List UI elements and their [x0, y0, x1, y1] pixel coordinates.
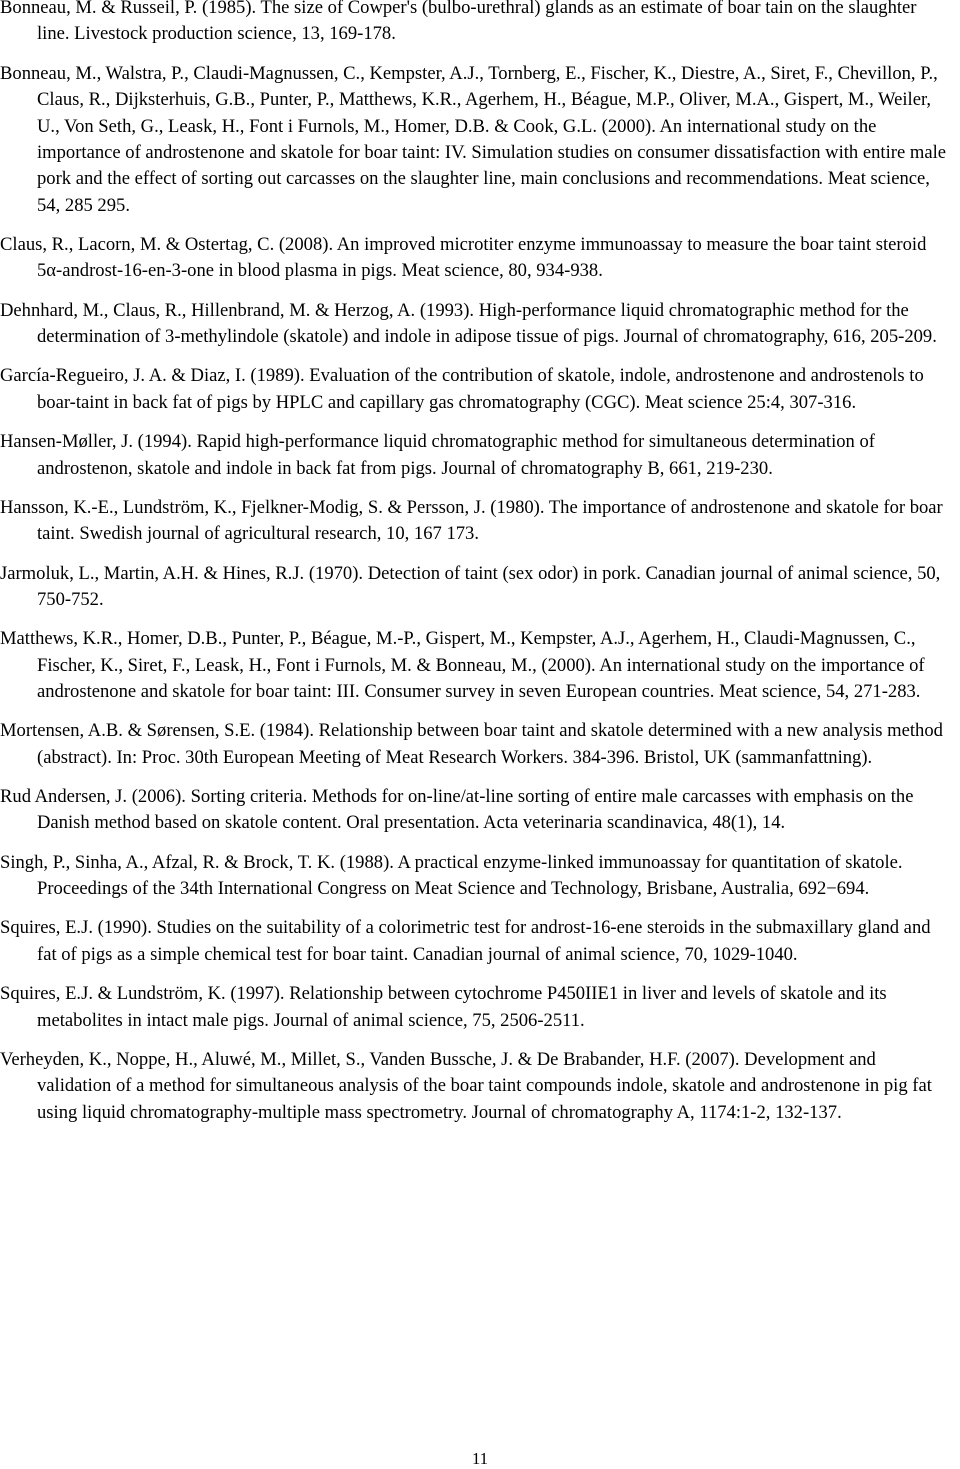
reference-entry: Squires, E.J. (1990). Studies on the suitability of a colorimetric test for androst-16-ene steroids in the submaxillary gland and fat of pigs as a simple chemical test for boar taint. Canadian journal of animal science, 70, 1029-1040. — [0, 917, 931, 965]
reference-entry: Bonneau, M., Walstra, P., Claudi-Magnussen, C., Kempster, A.J., Tornberg, E., Fischer, K., Diestre, A., Siret, F., Chevillon, P., Claus, R., Dijksterhuis, G.B., Punter, P., Matthews, K.R., Agerhem, H., Béague, M.P., Oliver, M.A., Gispert, M., Weiler, U., Von Seth, G., Leask, H., Font i Furnols, M., Homer, D.B. & Cook, G.L. (2000). An international study on the importance of androstenone and skatole for boar taint: IV. Simulation studies on consumer dissatisfaction with entire male pork and the effect of sorting out carcasses on the slaughter line, main conclusions and recommendations. Meat science, 54, 285 295. — [0, 62, 946, 216]
reference-entry: Jarmoluk, L., Martin, A.H. & Hines, R.J. (1970). Detection of taint (sex odor) in pork. Canadian journal of animal science, 50, 750-752. — [0, 562, 941, 610]
reference-entry: García-Regueiro, J. A. & Diaz, I. (1989). Evaluation of the contribution of skatole, indole, androstenone and androstenols to boar-taint in back fat of pigs by HPLC and capillary gas chromatography (CGC). Meat science 25:4, 307-316. — [0, 365, 924, 413]
reference-entry: Hansson, K.-E., Lundström, K., Fjelkner-Modig, S. & Persson, J. (1980). The importance of androstenone and skatole for boar taint. Swedish journal of agricultural research, 10, 167 173. — [0, 496, 943, 545]
reference-entry: Matthews, K.R., Homer, D.B., Punter, P., Béague, M.-P., Gispert, M., Kempster, A.J., Agerhem, H., Claudi-Magnussen, C., Fischer, K., Siret, F., Leask, H., Font i Furnols, M. & Bonneau, M., (2000). An international study on the importance of androstenone and skatole for boar taint: III. Consumer survey in seven European countries. Meat science, 54, 271-283. — [0, 628, 925, 703]
reference-entry: Squires, E.J. & Lundström, K. (1997). Relationship between cytochrome P450IIE1 in liver and levels of skatole and its metabolites in intact male pigs. Journal of animal science, 75, 2506-2511. — [0, 983, 887, 1031]
reference-entry: Bonneau, M. & Russeil, P. (1985). The size of Cowper's (bulbo-urethral) glands as an estimate of boar tain on the slaughter line. Livestock production science, 13, 169-178. — [0, 0, 917, 45]
reference-entry: Singh, P., Sinha, A., Afzal, R. & Brock, T. K. (1988). A practical enzyme-linked immunoassay for quantitation of skatole. Proceedings of the 34th International Congress on Meat Science and Technology, Brisbane, Australia, 692−694. — [0, 851, 903, 900]
reference-entry: Mortensen, A.B. & Sørensen, S.E. (1984). Relationship between boar taint and skatole determined with a new analysis method (abstract). In: Proc. 30th European Meeting of Meat Research Workers. 384-396. Bristol, UK (sammanfattning). — [0, 720, 943, 768]
reference-entry: Claus, R., Lacorn, M. & Ostertag, C. (2008). An improved microtiter enzyme immunoassay to measure the boar taint steroid 5α-androst-16-en-3-one in blood plasma in pigs. Meat science, 80, 934-938. — [0, 234, 927, 282]
reference-entry: Dehnhard, M., Claus, R., Hillenbrand, M. & Herzog, A. (1993). High-performance liquid chromatographic method for the determination of 3-methylindole (skatole) and indole in adipose tissue of pigs. Journal of chromatography, 616, 205-209. — [0, 299, 937, 348]
reference-entry: Rud Andersen, J. (2006). Sorting criteria. Methods for on-line/at-line sorting of entire male carcasses with emphasis on the Danish method based on skatole content. Oral presentation. Acta veterinaria scandinavica, 48(1), 14. — [0, 786, 914, 834]
reference-entry: Hansen-Møller, J. (1994). Rapid high-performance liquid chromatographic method for simultaneous determination of androstenon, skatole and indole in back fat from pigs. Journal of chromatography B, 661, 219-230. — [0, 431, 875, 479]
reference-entry: Verheyden, K., Noppe, H., Aluwé, M., Millet, S., Vanden Bussche, J. & De Brabander, H.F. (2007). Development and validation of a method for simultaneous analysis of the boar taint compounds indole, skatole and androstenone in pig fat using liquid chromatography-multiple mass spectrometry. Journal of chromatography A, 1174:1-2, 132-137. — [0, 1048, 932, 1123]
page-number: 11 — [471, 1449, 489, 1468]
